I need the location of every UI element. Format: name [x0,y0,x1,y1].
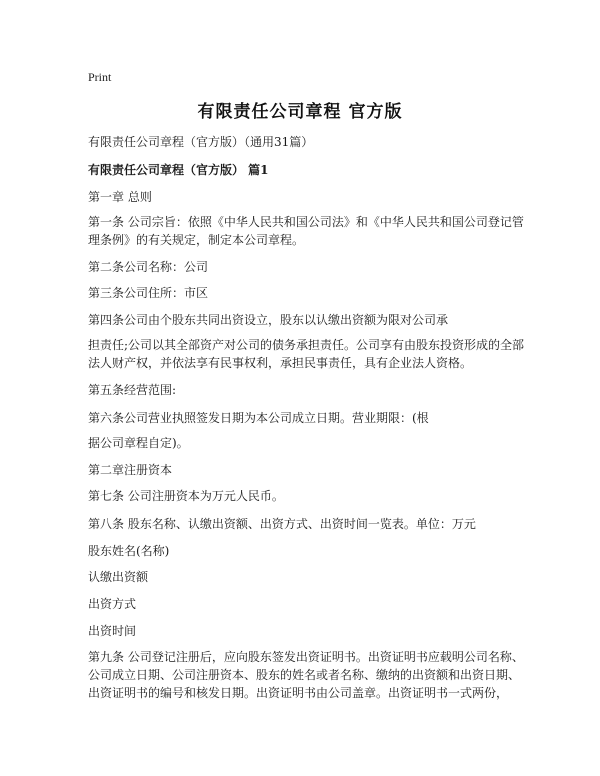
paragraph: 第九条 公司登记注册后，应向股东签发出资证明书。出资证明书应载明公司名称、公司成立日期、公司注册资本、股东的姓名或者名称、缴纳的出资额和出资日期、出资证明书的编号和核发日期。出资证明书由公司盖章。出资证明书一式两份， [88,650,524,700]
table-header-item: 认缴出资额 [88,570,149,584]
paragraph: 第四条公司由个股东共同出资设立，股东以认缴出资额为限对公司承 [88,313,449,327]
table-header-item: 出资时间 [88,624,137,638]
table-header-item: 出资方式 [88,597,137,611]
paragraph: 担责任;公司以其全部资产对公司的债务承担责任。公司享有由股东投资形成的全部法人财产权，并依法享有民事权利，承担民事责任，具有企业法人资格。 [88,338,525,370]
paragraph: 第五条经营范围: [88,383,177,397]
paragraph: 据公司章程自定)。 [88,436,189,450]
table-header-item: 股东姓名(名称) [88,544,170,558]
paragraph: 第八条 股东名称、认缴出资额、出资方式、出资时间一览表。单位：万元 [88,517,476,531]
paragraph: 第一条 公司宗旨：依照《中华人民共和国公司法》和《中华人民共和国公司登记管理条例》的有关规定，制定本公司章程。 [88,215,524,247]
chapter-heading: 第一章 总则 [88,190,152,204]
section-heading: 有限责任公司章程（官方版） 篇1 [88,163,269,177]
paragraph: 第二条公司名称：公司 [88,260,209,274]
document-title: 有限责任公司章程 官方版 [197,102,403,122]
paragraph: 第七条 公司注册资本为万元人民币。 [88,489,284,503]
document-subtitle: 有限责任公司章程（官方版）（通用31篇） [88,135,314,149]
paragraph: 第六条公司营业执照签发日期为本公司成立日期。营业期限：(根 [88,411,429,425]
paragraph: 第三条公司住所：市区 [88,286,209,300]
print-link[interactable]: Print [88,70,112,84]
chapter-heading: 第二章注册资本 [88,463,173,477]
